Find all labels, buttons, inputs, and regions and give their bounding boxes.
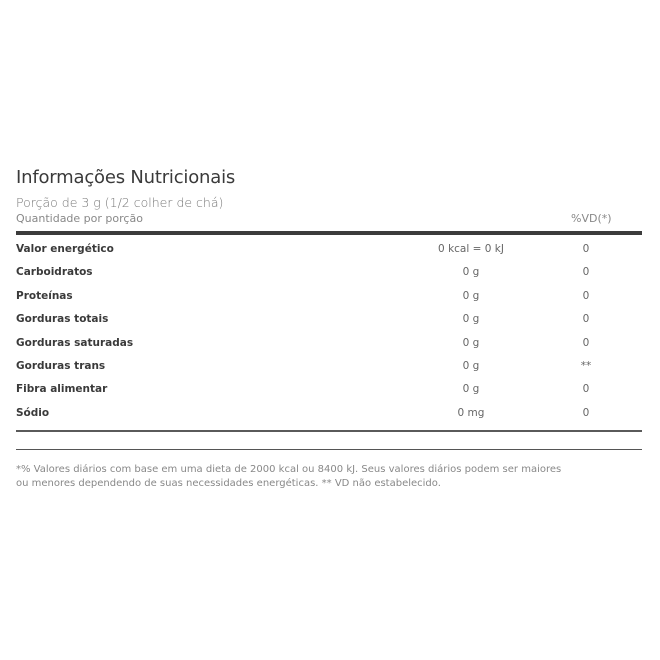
nutrient-amount: 0 g bbox=[462, 313, 480, 326]
nutrient-amount: 0 g bbox=[462, 383, 480, 396]
table-row bbox=[16, 262, 642, 285]
nutrition-title: Informações Nutricionais bbox=[16, 167, 236, 188]
table-row bbox=[16, 356, 642, 379]
nutrient-name: Carboidratos bbox=[16, 266, 93, 279]
nutrient-amount: 0 g bbox=[462, 336, 480, 349]
table-row bbox=[16, 309, 642, 332]
nutrient-vd: 0 bbox=[582, 406, 590, 419]
table-row bbox=[16, 403, 642, 426]
nutrition-facts-panel bbox=[16, 166, 642, 491]
nutrient-name: Gorduras totais bbox=[16, 313, 109, 326]
nutrient-amount: 0 g bbox=[462, 266, 480, 279]
nutrient-name: Gorduras saturadas bbox=[16, 336, 134, 349]
footnote-divider bbox=[16, 449, 642, 450]
nutrient-name: Proteínas bbox=[16, 289, 73, 302]
nutrient-vd: 0 bbox=[582, 313, 590, 326]
nutrient-amount: 0 kcal = 0 kJ bbox=[438, 243, 504, 255]
footnote: *% Valores diários com base em uma dieta de 2000 kcal ou 8400 kJ. Seus valores diários podem ser maiores ou menores dependendo de suas necessidades energéticas. ** VD não estabelecido. bbox=[16, 464, 562, 490]
nutrient-amount: 0 mg bbox=[457, 406, 485, 419]
table-row bbox=[16, 239, 642, 262]
nutrient-vd: 0 bbox=[582, 383, 590, 396]
nutrient-vd: ** bbox=[580, 359, 592, 372]
vd-header: %VD(*) bbox=[571, 212, 612, 225]
nutrient-vd: 0 bbox=[582, 266, 590, 279]
nutrient-rows bbox=[16, 239, 642, 426]
nutrient-name: Fibra alimentar bbox=[16, 383, 108, 396]
nutrient-vd: 0 bbox=[582, 243, 590, 255]
quantity-label: Quantidade por porção bbox=[16, 212, 143, 225]
serving-size: Porção de 3 g (1/2 colher de chá) bbox=[16, 195, 224, 210]
nutrient-amount: 0 g bbox=[462, 289, 480, 302]
table-row bbox=[16, 333, 642, 356]
nutrient-vd: 0 bbox=[582, 289, 590, 302]
table-row bbox=[16, 379, 642, 402]
header-divider bbox=[16, 231, 642, 235]
nutrient-name: Sódio bbox=[16, 406, 50, 419]
nutrient-name: Valor energético bbox=[16, 243, 114, 255]
quantity-header-row bbox=[16, 211, 642, 227]
nutrient-amount: 0 g bbox=[462, 359, 480, 372]
nutrient-vd: 0 bbox=[582, 336, 590, 349]
table-row bbox=[16, 286, 642, 309]
table-bottom-divider bbox=[16, 430, 642, 432]
nutrient-name: Gorduras trans bbox=[16, 359, 106, 372]
